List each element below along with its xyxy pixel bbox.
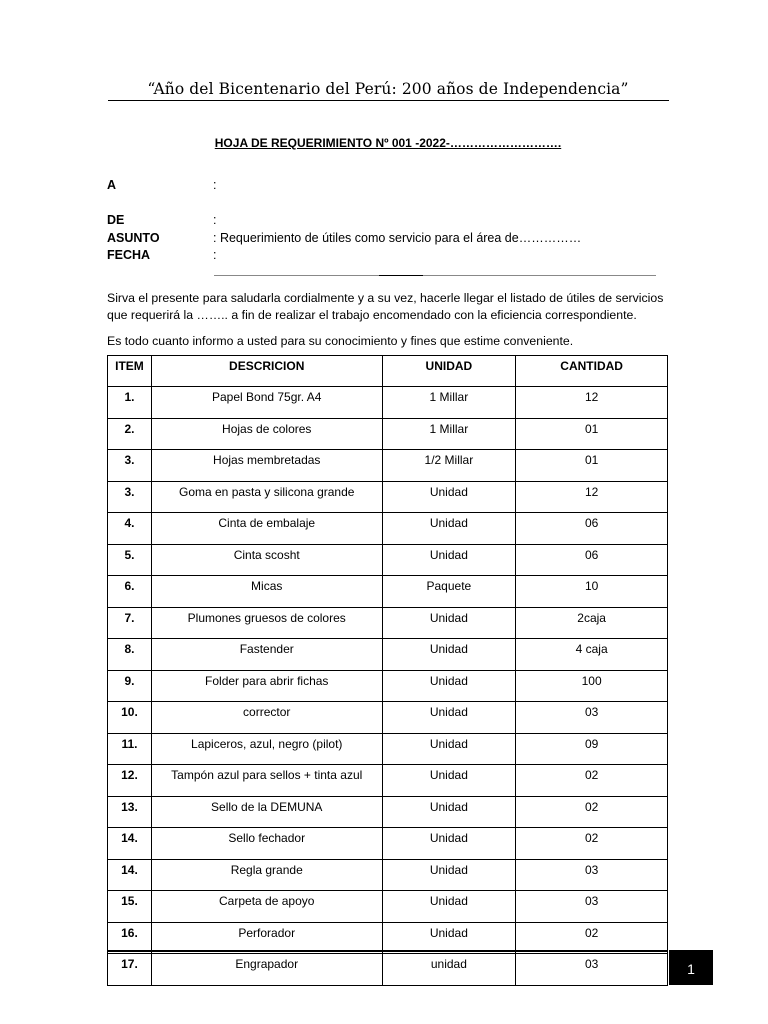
cell-quantity: 06 [516, 544, 668, 576]
table-row [108, 576, 668, 608]
field-asunto-label: ASUNTO [107, 231, 160, 245]
cell-unit: Unidad [382, 513, 516, 545]
cell-unit: unidad [382, 954, 516, 986]
cell-item: 13. [108, 796, 152, 828]
table-row [108, 418, 668, 450]
cell-item: 1. [108, 387, 152, 419]
cell-quantity: 02 [516, 765, 668, 797]
field-a-value: : [213, 178, 217, 192]
cell-item: 11. [108, 733, 152, 765]
cell-quantity: 03 [516, 891, 668, 923]
cell-description: corrector [151, 702, 382, 734]
separator-line [214, 275, 379, 276]
cell-unit: Unidad [382, 639, 516, 671]
cell-unit: 1 Millar [382, 418, 516, 450]
cell-unit: Unidad [382, 859, 516, 891]
cell-quantity: 09 [516, 733, 668, 765]
header-divider [108, 100, 669, 101]
page-number: 1 [669, 950, 713, 985]
table-header-row [108, 356, 668, 387]
cell-item: 14. [108, 828, 152, 860]
cell-item: 2. [108, 418, 152, 450]
cell-quantity: 10 [516, 576, 668, 608]
cell-unit: Unidad [382, 702, 516, 734]
cell-description: Hojas de colores [151, 418, 382, 450]
cell-unit: Unidad [382, 922, 516, 954]
cell-unit: Unidad [382, 796, 516, 828]
cell-item: 15. [108, 891, 152, 923]
cell-quantity: 02 [516, 796, 668, 828]
cell-quantity: 12 [516, 387, 668, 419]
cell-quantity: 01 [516, 450, 668, 482]
table-row [108, 954, 668, 986]
cell-unit: Unidad [382, 481, 516, 513]
cell-unit: Unidad [382, 670, 516, 702]
cell-quantity: 03 [516, 954, 668, 986]
cell-quantity: 06 [516, 513, 668, 545]
cell-quantity: 02 [516, 922, 668, 954]
header-description: DESCRICION [151, 356, 382, 387]
field-fecha-label: FECHA [107, 248, 151, 262]
cell-description: Goma en pasta y silicona grande [151, 481, 382, 513]
document-title: HOJA DE REQUERIMIENTO Nº 001 -2022-………………………. [214, 136, 562, 150]
cell-description: Sello fechador [151, 828, 382, 860]
cell-unit: Paquete [382, 576, 516, 608]
table-row [108, 544, 668, 576]
cell-item: 3. [108, 450, 152, 482]
table-row [108, 450, 668, 482]
cell-description: Plumones gruesos de colores [151, 607, 382, 639]
field-asunto-value: : Requerimiento de útiles como servicio para el área de…………… [213, 231, 582, 245]
cell-quantity: 03 [516, 859, 668, 891]
cell-description: Perforador [151, 922, 382, 954]
cell-item: 9. [108, 670, 152, 702]
cell-item: 17. [108, 954, 152, 986]
table-row [108, 828, 668, 860]
cell-quantity: 100 [516, 670, 668, 702]
table-row [108, 859, 668, 891]
table-row [108, 513, 668, 545]
table-row [108, 891, 668, 923]
cell-unit: Unidad [382, 891, 516, 923]
cell-description: Cinta de embalaje [151, 513, 382, 545]
cell-unit: Unidad [382, 828, 516, 860]
cell-description: Engrapador [151, 954, 382, 986]
cell-item: 4. [108, 513, 152, 545]
cell-quantity: 4 caja [516, 639, 668, 671]
cell-unit: Unidad [382, 607, 516, 639]
cell-quantity: 2caja [516, 607, 668, 639]
table-row [108, 922, 668, 954]
cell-description: Tampón azul para sellos + tinta azul [151, 765, 382, 797]
cell-item: 7. [108, 607, 152, 639]
cell-description: Papel Bond 75gr. A4 [151, 387, 382, 419]
field-de-value: : [213, 213, 217, 227]
cell-unit: Unidad [382, 733, 516, 765]
footer-divider [108, 950, 668, 952]
table-row [108, 702, 668, 734]
cell-unit: Unidad [382, 765, 516, 797]
table-row [108, 387, 668, 419]
header-item: ITEM [108, 356, 152, 387]
cell-item: 14. [108, 859, 152, 891]
cell-quantity: 02 [516, 828, 668, 860]
field-de-label: DE [107, 213, 125, 227]
cell-item: 8. [108, 639, 152, 671]
cell-item: 3. [108, 481, 152, 513]
table-row [108, 733, 668, 765]
header-quantity: CANTIDAD [516, 356, 668, 387]
table-row [108, 796, 668, 828]
cell-quantity: 03 [516, 702, 668, 734]
cell-description: Micas [151, 576, 382, 608]
cell-description: Cinta scosht [151, 544, 382, 576]
cell-unit: 1/2 Millar [382, 450, 516, 482]
field-a-label: A [107, 178, 117, 192]
cell-quantity: 12 [516, 481, 668, 513]
cell-description: Regla grande [151, 859, 382, 891]
field-fecha-value: : [213, 248, 217, 262]
cell-description: Fastender [151, 639, 382, 671]
table-row [108, 765, 668, 797]
cell-item: 6. [108, 576, 152, 608]
cell-description: Lapiceros, azul, negro (pilot) [151, 733, 382, 765]
cell-unit: Unidad [382, 544, 516, 576]
header-motto: “Año del Bicentenario del Perú: 200 años de Independencia” [147, 80, 629, 98]
cell-description: Hojas membretadas [151, 450, 382, 482]
intro-paragraph: Sirva el presente para saludarla cordialmente y a su vez, hacerle llegar el listado de útiles de servicios que requerirá la …….. a fin de realizar el trabajo encomendado con la eficiencia correspondiente. [107, 291, 664, 322]
cell-item: 10. [108, 702, 152, 734]
table-row [108, 481, 668, 513]
cell-item: 16. [108, 922, 152, 954]
table-row [108, 670, 668, 702]
cell-item: 5. [108, 544, 152, 576]
requirements-table [107, 355, 668, 986]
cell-description: Sello de la DEMUNA [151, 796, 382, 828]
separator-line [379, 275, 423, 276]
cell-item: 12. [108, 765, 152, 797]
cell-unit: 1 Millar [382, 387, 516, 419]
cell-description: Carpeta de apoyo [151, 891, 382, 923]
separator-line [423, 275, 656, 276]
cell-description: Folder para abrir fichas [151, 670, 382, 702]
table-row [108, 639, 668, 671]
closing-paragraph: Es todo cuanto informo a usted para su conocimiento y fines que estime conveniente. [107, 334, 574, 348]
cell-quantity: 01 [516, 418, 668, 450]
header-unit: UNIDAD [382, 356, 516, 387]
table-row [108, 607, 668, 639]
